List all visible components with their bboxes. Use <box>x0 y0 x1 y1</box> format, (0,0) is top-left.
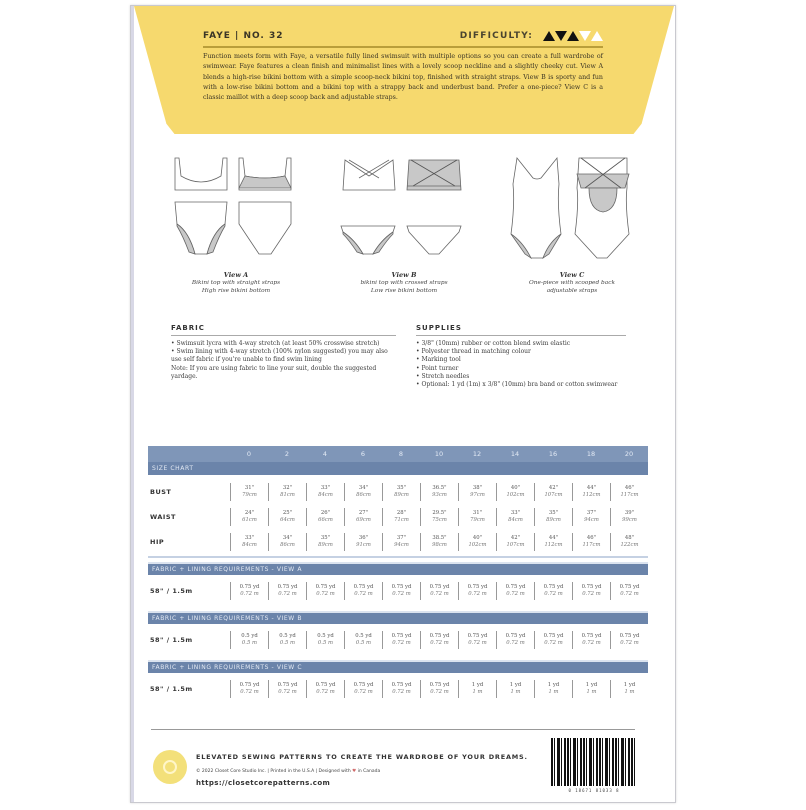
cell-inches: 31" <box>472 509 483 516</box>
cell-cm: 112cm <box>582 491 601 498</box>
cell-meters: 0.72 m <box>430 640 449 646</box>
header-row <box>203 26 603 48</box>
table-cell <box>344 631 382 649</box>
table-cell <box>458 582 496 600</box>
cell-cm: 86cm <box>280 541 295 548</box>
table-cell <box>420 508 458 526</box>
cell-cm: 117cm <box>620 491 639 498</box>
requirements-row-view-a <box>148 575 648 607</box>
cell-yards: 0.5 yd <box>317 633 334 639</box>
table-cell <box>306 680 344 698</box>
cell-meters: 0.72 m <box>278 591 297 597</box>
table-cell <box>496 483 534 501</box>
table-cell <box>458 631 496 649</box>
cell-inches: 42" <box>510 534 521 541</box>
table-cell <box>420 533 458 551</box>
supply-item: • Polyester thread in matching colour <box>416 348 626 356</box>
cell-yards: 1 yd <box>471 682 484 688</box>
supply-item: • 3/8" (10mm) rubber or cotton blend swim elastic <box>416 340 626 348</box>
table-cell <box>572 680 610 698</box>
cell-meters: 0.72 m <box>240 591 259 597</box>
cell-yards: 0.75 yd <box>429 584 450 590</box>
cell-yards: 0.75 yd <box>391 682 412 688</box>
view-illustrations <box>161 154 647 309</box>
cell-meters: 0.72 m <box>430 689 449 695</box>
difficulty-rating <box>543 31 603 41</box>
cell-inches: 38" <box>472 484 483 491</box>
cell-cm: 91cm <box>356 541 371 548</box>
cell-inches: 40" <box>472 534 483 541</box>
cell-cm: 84cm <box>242 541 257 548</box>
cell-cm: 75cm <box>432 516 447 523</box>
view-b-title: View B <box>391 271 417 279</box>
size-col-header: 4 <box>322 450 328 458</box>
cell-inches: 33" <box>510 509 521 516</box>
cell-cm: 89cm <box>318 541 333 548</box>
cell-yards: 0.75 yd <box>353 682 374 688</box>
cell-meters: 1 m <box>510 689 521 695</box>
table-cell <box>534 508 572 526</box>
view-c-title: View C <box>559 271 585 279</box>
size-col-header: 10 <box>434 450 444 458</box>
table-cell <box>382 508 420 526</box>
table-cell <box>458 680 496 698</box>
cell-meters: 0.72 m <box>544 640 563 646</box>
cell-cm: 79cm <box>470 516 485 523</box>
cell-inches: 39" <box>624 509 635 516</box>
cell-inches: 33" <box>244 534 255 541</box>
table-cell <box>268 483 306 501</box>
view-c-drawing-icon <box>497 154 647 269</box>
table-cell <box>572 582 610 600</box>
cell-yards: 0.75 yd <box>353 584 374 590</box>
cell-cm: 64cm <box>280 516 295 523</box>
view-b-drawing-icon <box>329 154 479 269</box>
cell-meters: 0.72 m <box>354 689 373 695</box>
size-col-header: 18 <box>586 450 596 458</box>
cell-meters: 0.72 m <box>468 591 487 597</box>
table-cell <box>534 533 572 551</box>
brand-tagline: ELEVATED SEWING PATTERNS TO CREATE THE WARDROBE OF YOUR DREAMS. <box>196 753 528 761</box>
table-cell <box>344 680 382 698</box>
cell-meters: 0.72 m <box>506 640 525 646</box>
copyright-text: in Canada <box>357 769 381 774</box>
table-cell <box>306 582 344 600</box>
view-a-caption: Bikini top with straight straps <box>191 280 281 286</box>
cell-inches: 46" <box>624 484 635 491</box>
table-cell <box>344 582 382 600</box>
fabric-width-label: 58" / 1.5m <box>150 587 193 595</box>
table-cell <box>344 483 382 501</box>
fabric-width-label: 58" / 1.5m <box>150 685 193 693</box>
cell-inches: 38.5" <box>432 534 447 541</box>
size-col-header: 6 <box>360 450 366 458</box>
table-cell <box>534 582 572 600</box>
difficulty-triangle-empty-icon <box>579 31 591 41</box>
cell-meters: 0.72 m <box>582 640 601 646</box>
cell-cm: 84cm <box>318 491 333 498</box>
view-b-caption: Low rise bikini bottom <box>370 288 438 294</box>
table-cell <box>230 483 268 501</box>
view-c-caption: One-piece with scooped back <box>529 280 615 286</box>
cell-inches: 34" <box>358 484 369 491</box>
table-cell <box>382 533 420 551</box>
fabric-width-label: 58" / 1.5m <box>150 636 193 644</box>
cell-yards: 0.75 yd <box>391 633 412 639</box>
table-cell <box>344 508 382 526</box>
cell-meters: 1 m <box>624 689 635 695</box>
cell-yards: 0.5 yd <box>279 633 296 639</box>
size-col-header: 2 <box>284 450 290 458</box>
cell-meters: 0.5 m <box>279 640 296 646</box>
table-cell <box>458 508 496 526</box>
pattern-title: FAYE | NO. 32 <box>203 31 284 41</box>
cell-cm: 79cm <box>242 491 257 498</box>
cell-cm: 97cm <box>470 491 485 498</box>
cell-inches: 37" <box>586 509 597 516</box>
requirements-band-view-b: FABRIC + LINING REQUIREMENTS - VIEW B <box>148 611 648 624</box>
cell-yards: 0.75 yd <box>315 584 336 590</box>
table-cell <box>268 680 306 698</box>
size-col-header: 8 <box>398 450 404 458</box>
barcode-digits: 0 18671 81033 8 <box>568 788 620 793</box>
cell-meters: 0.72 m <box>544 591 563 597</box>
row-label: HIP <box>150 537 165 546</box>
cell-inches: 33" <box>320 484 331 491</box>
cell-inches: 34" <box>282 534 293 541</box>
table-row-bust <box>148 479 648 504</box>
cell-meters: 0.5 m <box>355 640 372 646</box>
supply-item: • Point turner <box>416 365 626 373</box>
cell-cm: 122cm <box>620 541 639 548</box>
table-cell <box>458 483 496 501</box>
table-cell <box>572 533 610 551</box>
table-cell <box>496 582 534 600</box>
cell-meters: 0.72 m <box>392 689 411 695</box>
cell-cm: 99cm <box>622 516 637 523</box>
copyright-text: © 2022 Closet Core Studio Inc. | Printed in the U.S.A | Designed with <box>196 769 351 774</box>
table-cell <box>496 533 534 551</box>
cell-inches: 36" <box>358 534 369 541</box>
table-cell <box>534 631 572 649</box>
cell-meters: 0.72 m <box>316 689 335 695</box>
fabric-note: Note: If you are using fabric to line your suit, double the suggested yardage. <box>171 364 377 380</box>
cell-cm: 69cm <box>356 516 371 523</box>
size-header-row <box>148 446 648 462</box>
cell-yards: 0.5 yd <box>241 633 258 639</box>
brand-logo-icon <box>153 750 187 784</box>
table-cell <box>382 582 420 600</box>
table-cell <box>344 533 382 551</box>
pattern-description: Function meets form with Faye, a versatile fully lined swimsuit with multiple options so you can create a full wardrobe of swimwear. Faye features a clean finish and minimalist lines with a lovely scoop neckline and a slightly cheeky cut. View A blends a high-rise bikini bottom with a simple scoop-neck bikini top, finished with straight straps. View B is sporty and fun with a low-rise bikini bottom and a bikini top with a strappy back and underbust band. Prefer a one-piece? View C is a classic maillot with a deep scoop back and adjustable straps. <box>203 53 603 102</box>
table-cell <box>306 483 344 501</box>
table-cell <box>420 680 458 698</box>
cell-yards: 0.75 yd <box>467 633 488 639</box>
cell-yards: 0.75 yd <box>581 584 602 590</box>
table-cell <box>382 631 420 649</box>
copyright-line <box>196 769 380 774</box>
supply-item: • Optional: 1 yd (1m) x 3/8" (10mm) bra band or cotton swimwear <box>416 381 626 389</box>
cell-cm: 84cm <box>508 516 523 523</box>
cell-cm: 71cm <box>394 516 409 523</box>
row-label: WAIST <box>150 512 176 521</box>
cell-meters: 0.72 m <box>316 591 335 597</box>
table-cell <box>230 631 268 649</box>
cell-cm: 89cm <box>394 491 409 498</box>
cell-meters: 1 m <box>472 689 483 695</box>
fabric-item: • Swim lining with 4-way stretch (100% nylon suggested) you may also use self fabric if you're unable to find swim lining <box>171 348 396 364</box>
cell-cm: 107cm <box>506 541 525 548</box>
cell-meters: 0.72 m <box>240 689 259 695</box>
cell-cm: 61cm <box>242 516 257 523</box>
table-cell <box>572 631 610 649</box>
supply-item: • Marking tool <box>416 356 626 364</box>
cell-yards: 0.75 yd <box>239 584 260 590</box>
cell-cm: 94cm <box>584 516 599 523</box>
size-and-requirements-tables <box>148 446 648 705</box>
difficulty-triangle-icon <box>555 31 567 41</box>
heart-icon: ♥ <box>352 769 357 774</box>
cell-inches: 46" <box>586 534 597 541</box>
table-cell <box>230 533 268 551</box>
website-link[interactable]: https://closetcorepatterns.com <box>196 779 331 787</box>
cell-yards: 0.75 yd <box>581 633 602 639</box>
size-chart-band: SIZE CHART <box>148 462 648 475</box>
cell-inches: 44" <box>586 484 597 491</box>
table-cell <box>306 508 344 526</box>
difficulty <box>460 31 603 41</box>
cell-yards: 0.75 yd <box>315 682 336 688</box>
barcode-bars-icon <box>551 738 637 786</box>
table-cell <box>610 533 648 551</box>
cell-yards: 0.5 yd <box>355 633 372 639</box>
cell-meters: 0.72 m <box>582 591 601 597</box>
table-cell <box>230 508 268 526</box>
table-cell <box>382 680 420 698</box>
cell-yards: 0.75 yd <box>619 633 640 639</box>
table-cell <box>458 533 496 551</box>
cell-inches: 32" <box>282 484 293 491</box>
cell-cm: 117cm <box>582 541 601 548</box>
table-cell <box>420 631 458 649</box>
fabric-item: • Swimsuit lycra with 4-way stretch (at least 50% crosswise stretch) <box>171 340 396 348</box>
table-cell <box>230 582 268 600</box>
view-a <box>161 154 311 309</box>
cell-inches: 31" <box>244 484 255 491</box>
table-cell <box>534 483 572 501</box>
size-col-header: 12 <box>472 450 482 458</box>
fabric-heading: FABRIC <box>171 324 396 336</box>
size-col-header: 20 <box>624 450 634 458</box>
table-cell <box>496 508 534 526</box>
cell-yards: 0.75 yd <box>467 584 488 590</box>
cell-yards: 0.75 yd <box>619 584 640 590</box>
cell-yards: 0.75 yd <box>505 633 526 639</box>
table-cell <box>420 483 458 501</box>
view-a-caption: High rise bikini bottom <box>201 288 271 294</box>
view-a-title: View A <box>223 271 249 279</box>
cell-inches: 37" <box>396 534 407 541</box>
cell-inches: 35" <box>320 534 331 541</box>
cell-meters: 0.72 m <box>354 591 373 597</box>
requirements-row-view-b <box>148 624 648 656</box>
view-c <box>497 154 647 309</box>
row-label: BUST <box>150 487 172 496</box>
view-a-drawing-icon <box>161 154 311 269</box>
size-col-header: 16 <box>548 450 558 458</box>
view-b-caption: bikini top with crossed straps <box>360 280 448 286</box>
cell-yards: 0.75 yd <box>277 682 298 688</box>
size-col-header: 14 <box>510 450 520 458</box>
footer-divider <box>151 729 635 730</box>
cell-cm: 89cm <box>546 516 561 523</box>
table-cell <box>610 631 648 649</box>
cell-inches: 26" <box>320 509 331 516</box>
table-cell <box>268 582 306 600</box>
cell-inches: 44" <box>548 534 559 541</box>
cell-meters: 0.72 m <box>468 640 487 646</box>
cell-meters: 0.72 m <box>392 591 411 597</box>
table-cell <box>610 582 648 600</box>
cell-yards: 1 yd <box>585 682 598 688</box>
cell-yards: 1 yd <box>547 682 560 688</box>
cell-inches: 36.5" <box>432 484 447 491</box>
cell-cm: 66cm <box>318 516 333 523</box>
cell-yards: 0.75 yd <box>543 633 564 639</box>
view-b <box>329 154 479 309</box>
cell-meters: 0.72 m <box>278 689 297 695</box>
table-row-hip <box>148 529 648 554</box>
view-c-caption: adjustable straps <box>546 288 598 294</box>
supply-item: • Stretch needles <box>416 373 626 381</box>
table-cell <box>306 631 344 649</box>
requirements-band-view-a: FABRIC + LINING REQUIREMENTS - VIEW A <box>148 562 648 575</box>
cell-inches: 28" <box>396 509 407 516</box>
table-cell <box>496 680 534 698</box>
cell-meters: 1 m <box>548 689 559 695</box>
table-cell <box>268 533 306 551</box>
cell-meters: 0.72 m <box>620 591 639 597</box>
cell-inches: 24" <box>244 509 255 516</box>
table-cell <box>496 631 534 649</box>
requirements-row-view-c <box>148 673 648 705</box>
cell-meters: 0.5 m <box>317 640 334 646</box>
cell-yards: 1 yd <box>509 682 522 688</box>
table-cell <box>610 680 648 698</box>
cell-meters: 0.72 m <box>430 591 449 597</box>
barcode <box>551 738 637 798</box>
cell-meters: 1 m <box>586 689 597 695</box>
cell-yards: 1 yd <box>623 682 636 688</box>
cell-cm: 81cm <box>280 491 295 498</box>
cell-inches: 29.5" <box>432 509 447 516</box>
cell-inches: 25" <box>282 509 293 516</box>
cell-cm: 86cm <box>356 491 371 498</box>
cell-inches: 42" <box>548 484 559 491</box>
cell-cm: 94cm <box>394 541 409 548</box>
difficulty-label: DIFFICULTY: <box>459 31 533 41</box>
table-cell <box>268 508 306 526</box>
table-cell <box>572 508 610 526</box>
cell-yards: 0.75 yd <box>239 682 260 688</box>
requirements-band-view-c: FABRIC + LINING REQUIREMENTS - VIEW C <box>148 660 648 673</box>
size-chart-rows <box>148 475 648 558</box>
cell-cm: 102cm <box>468 541 487 548</box>
cell-meters: 0.5 m <box>241 640 258 646</box>
cell-cm: 98cm <box>432 541 447 548</box>
difficulty-triangle-icon <box>543 31 555 41</box>
table-cell <box>268 631 306 649</box>
pattern-back-cover <box>130 5 676 803</box>
cell-yards: 0.75 yd <box>391 584 412 590</box>
difficulty-triangle-empty-icon <box>591 31 603 41</box>
supplies-section <box>416 324 626 389</box>
cell-meters: 0.72 m <box>392 640 411 646</box>
cell-cm: 102cm <box>506 491 525 498</box>
table-cell <box>610 483 648 501</box>
table-cell <box>230 680 268 698</box>
cell-cm: 93cm <box>432 491 447 498</box>
cell-yards: 0.75 yd <box>429 682 450 688</box>
cell-meters: 0.72 m <box>506 591 525 597</box>
table-cell <box>534 680 572 698</box>
table-row-waist <box>148 504 648 529</box>
table-cell <box>610 508 648 526</box>
cell-cm: 107cm <box>544 491 563 498</box>
difficulty-triangle-icon <box>567 31 579 41</box>
cell-inches: 35" <box>396 484 407 491</box>
cell-yards: 0.75 yd <box>277 584 298 590</box>
cell-yards: 0.75 yd <box>429 633 450 639</box>
cell-yards: 0.75 yd <box>505 584 526 590</box>
supplies-heading: SUPPLIES <box>416 324 626 336</box>
table-cell <box>420 582 458 600</box>
table-cell <box>572 483 610 501</box>
cell-meters: 0.72 m <box>620 640 639 646</box>
cell-inches: 48" <box>624 534 635 541</box>
cell-inches: 27" <box>358 509 369 516</box>
cell-cm: 112cm <box>544 541 563 548</box>
cell-inches: 40" <box>510 484 521 491</box>
table-cell <box>382 483 420 501</box>
size-col-header: 0 <box>246 450 252 458</box>
cell-inches: 35" <box>548 509 559 516</box>
table-cell <box>306 533 344 551</box>
fabric-section <box>171 324 396 381</box>
cell-yards: 0.75 yd <box>543 584 564 590</box>
